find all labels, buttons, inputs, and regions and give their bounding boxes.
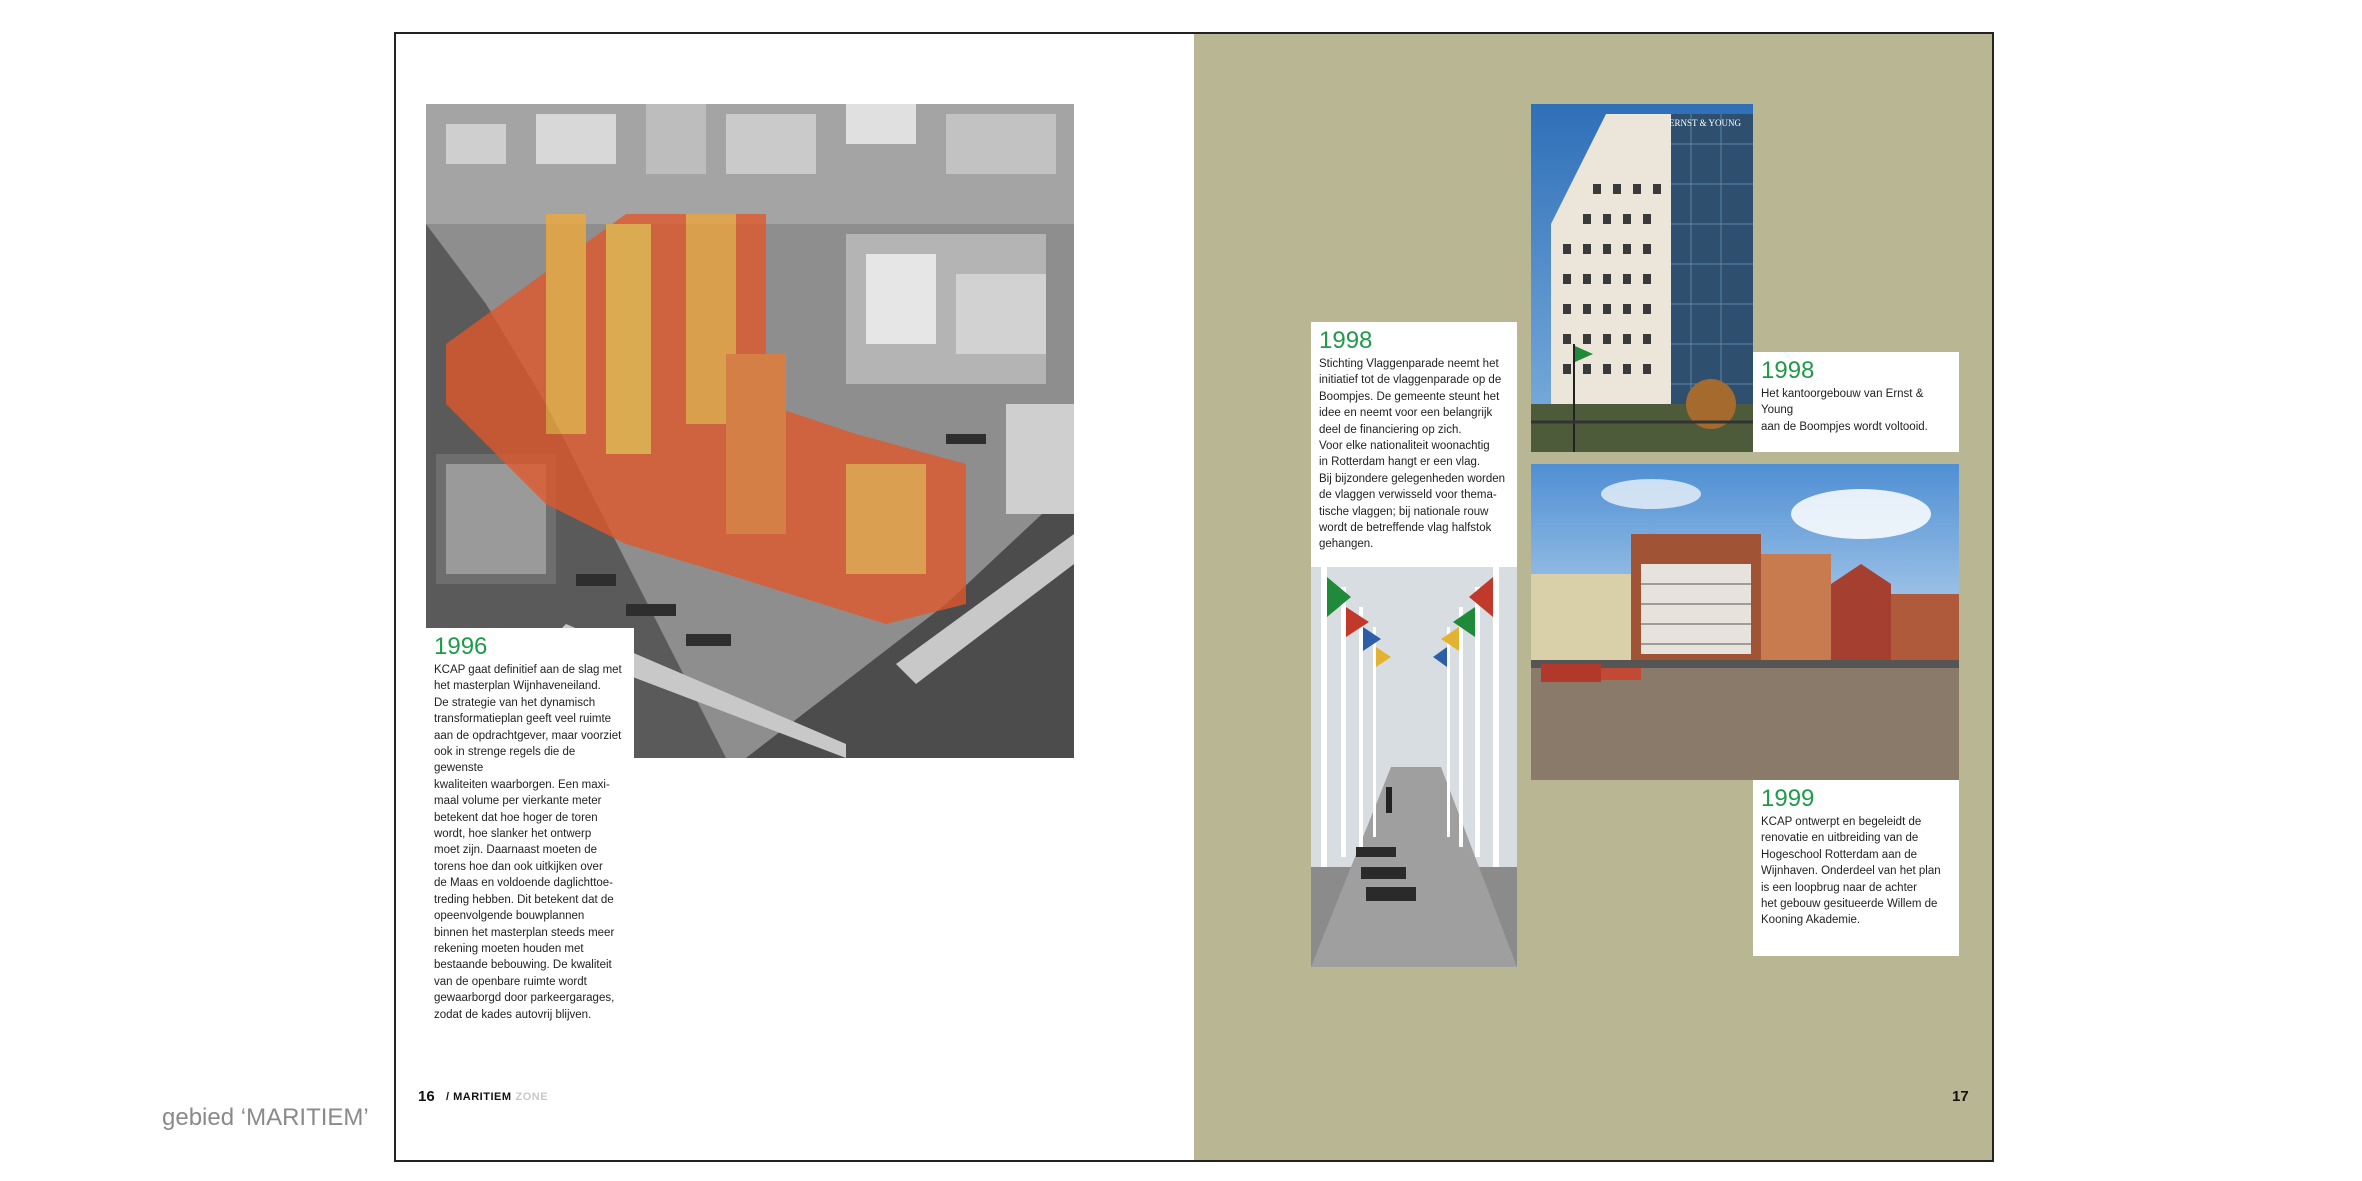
flag-parade-photo <box>1311 567 1517 967</box>
entry-1998-office <box>1753 352 1959 452</box>
year-1998-office: 1998 <box>1761 357 1815 384</box>
magazine-spread <box>394 32 1994 1162</box>
running-head-section: / MARITIEM <box>446 1091 512 1103</box>
year-1998-flags: 1998 <box>1319 327 1373 354</box>
right-page <box>1194 34 1994 1160</box>
entry-1999 <box>1753 780 1959 956</box>
entry-1996 <box>426 628 634 1042</box>
year-1996: 1996 <box>434 633 488 660</box>
left-page <box>396 34 1194 1160</box>
side-caption: gebied ‘MARITIEM’ <box>162 1104 369 1131</box>
entry-1998-office-text: Het kantoorgebouw van Ernst & Young aan de Boompjes wordt voltooid. <box>1761 388 1928 433</box>
running-head <box>446 1091 548 1103</box>
entry-1998-flags <box>1311 322 1517 567</box>
folio-right: 17 <box>1952 1088 1969 1105</box>
ernst-young-tower-photo <box>1531 104 1753 452</box>
folio-left: 16 <box>418 1088 435 1105</box>
hogeschool-photo <box>1531 464 1959 780</box>
running-head-ghost: ZONE <box>515 1091 549 1103</box>
year-1999: 1999 <box>1761 785 1815 812</box>
tower-sign: ERNST & YOUNG <box>1669 118 1742 128</box>
entry-1998-flags-text: Stichting Vlaggenparade neemt het initiatief tot de vlaggenparade op de Boompjes. De gemeente steunt het idee en neemt voor een belangrijk deel de financiering op zich. Voor elke nationaliteit woonachtig in Rotterdam hangt er een vlag. Bij bijzondere gelegenheden worden de vlaggen verwisseld voor thema- tische vlaggen; bij nationale rouw wordt de betreffende vlag halfstok gehangen. <box>1319 358 1506 551</box>
entry-1996-text: KCAP gaat definitief aan de slag met het masterplan Wijnhaveneiland. De strategie van het dynamisch transformatieplan geeft veel ruimte aan de opdrachtgever, maar voorziet ook in strenge regels die de gewenste kwaliteiten waarborgen. Een maxi- maal volume per vierkante meter betekent dat hoe hoger de toren wordt, hoe slanker het ontwerp moet zijn. Daarnaast moeten de torens hoe dan ook uitkijken over de Maas en voldoende daglichttoe- treding hebben. Dit betekent dat de opeenvolgende bouwplannen binnen het masterplan steeds meer rekening moeten houden met bestaande bebouwing. De kwaliteit van de openbare ruimte wordt gewaarborgd door parkeergarages, zodat de kades autovrij blijven. <box>434 664 622 1021</box>
entry-1999-text: KCAP ontwerpt en begeleidt de renovatie en uitbreiding van de Hogeschool Rotterdam aan de Wijnhaven. Onderdeel van het plan is een loopbrug naar de achter het gebouw gesitueerde Willem de Kooning Akademie. <box>1761 816 1941 927</box>
